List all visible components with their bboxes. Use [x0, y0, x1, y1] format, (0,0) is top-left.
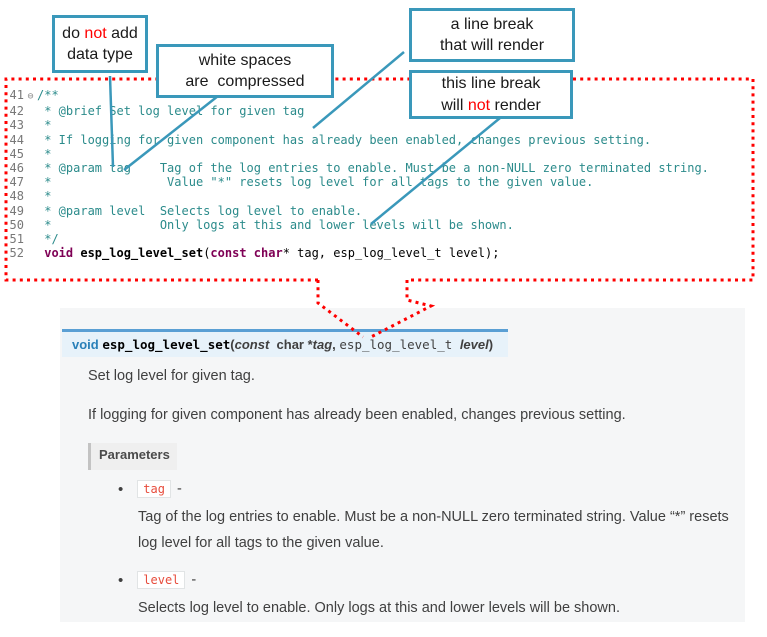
code-line	[8, 175, 709, 189]
keyword-void: void	[44, 246, 81, 261]
parameters-heading: Parameters	[88, 443, 177, 470]
line-number: 50	[9, 217, 24, 232]
keyword-const: const	[210, 246, 254, 261]
code-line	[8, 133, 709, 147]
param-desc-level: Selects log level to enable. Only logs at this and lower levels will be shown.	[138, 600, 620, 616]
sig-const-keyword: const	[234, 337, 270, 352]
callout-line: that will render	[439, 37, 545, 54]
code-text: */	[37, 232, 59, 247]
callout-line-break-not-render	[409, 70, 573, 119]
sig-arg-level: level	[459, 337, 489, 352]
code-line	[8, 218, 709, 232]
callout-line: data type	[67, 46, 133, 63]
code-text: * @param tag Tag of the log entries to enable. Must be a non-NULL zero terminated string.	[37, 161, 709, 176]
keyword-char: char	[253, 246, 283, 261]
fold-minus-icon[interactable]: ⊖	[27, 91, 34, 102]
param-desc-tag: Tag of the log entries to enable. Must be a non-NULL zero terminated string. Value “*” resets log level for all tags to the given value.	[138, 509, 729, 551]
line-number: 47	[9, 175, 24, 190]
code-line	[8, 161, 709, 175]
emphasis-not: not	[84, 24, 107, 42]
param-item-tag: • tag -	[118, 480, 182, 498]
callout-line: a line break	[450, 15, 534, 33]
line-number: 51	[9, 232, 24, 247]
line-number: 52	[9, 246, 24, 261]
callout-line: will not render	[441, 96, 541, 114]
sig-arg-tag: tag	[312, 337, 333, 352]
sig-function-name: esp_log_level_set	[102, 337, 231, 352]
line-number: 49	[9, 203, 24, 218]
code-line	[8, 147, 709, 161]
code-line	[8, 118, 709, 132]
code-line	[8, 88, 709, 104]
rendered-doc-panel	[60, 308, 745, 622]
line-number: 41	[9, 88, 24, 102]
code-text: *	[37, 146, 52, 161]
emphasis-not: not	[467, 96, 491, 114]
callout-line: are compressed	[185, 73, 305, 90]
line-number: 46	[9, 161, 24, 176]
code-text: * Value "*" resets log level for all tags to the given value.	[37, 175, 594, 190]
code-line	[8, 204, 709, 218]
param-item-level: • level -	[118, 571, 197, 589]
code-line-function-declaration: 52 void esp_log_level_set(const char* tag, esp_log_level_t level);	[9, 246, 500, 261]
param-name-tag: tag	[137, 480, 171, 498]
code-line	[8, 104, 709, 118]
doc-function-signature: void esp_log_level_set ( const char * tag , esp_log_level_t level )	[62, 329, 508, 357]
code-text: *	[37, 118, 52, 133]
callout-line-break-renders	[409, 8, 575, 62]
callout-white-spaces-compressed	[156, 44, 334, 98]
callout-do-not-add-data-type	[52, 15, 148, 73]
code-editor-snippet	[8, 88, 709, 260]
sig-type-esp-log-level-t: esp_log_level_t	[339, 337, 460, 352]
line-number: 43	[9, 118, 24, 133]
callout-line: this line break	[441, 75, 541, 93]
sig-return-type: void	[72, 337, 103, 352]
code-text: * Only logs at this and lower levels will be shown.	[37, 217, 514, 232]
line-number: 42	[9, 104, 24, 119]
code-line	[8, 189, 709, 203]
line-number: 48	[9, 189, 24, 204]
code-text: *	[37, 189, 52, 204]
line-number: 45	[9, 146, 24, 161]
doc-brief-paragraph: Set log level for given tag.	[88, 368, 255, 384]
code-text: * @brief Set log level for given tag	[37, 104, 305, 119]
param-name-level: level	[137, 571, 185, 589]
callout-line: do not add	[62, 24, 138, 42]
callout-line: white spaces	[198, 51, 292, 69]
line-number: 44	[9, 132, 24, 147]
doc-detail-paragraph: If logging for given component has already been enabled, changes previous setting.	[88, 407, 626, 423]
function-name: esp_log_level_set	[80, 246, 204, 261]
code-text: * If logging for given component has already been enabled, changes previous setting.	[37, 132, 652, 147]
bullet-icon: •	[118, 480, 124, 498]
function-args: * tag, esp_log_level_t level);	[282, 246, 500, 261]
code-text: * @param level Selects log level to enable.	[37, 203, 363, 218]
code-line	[8, 232, 709, 246]
bullet-icon: •	[118, 571, 124, 589]
code-text: /**	[37, 88, 59, 102]
